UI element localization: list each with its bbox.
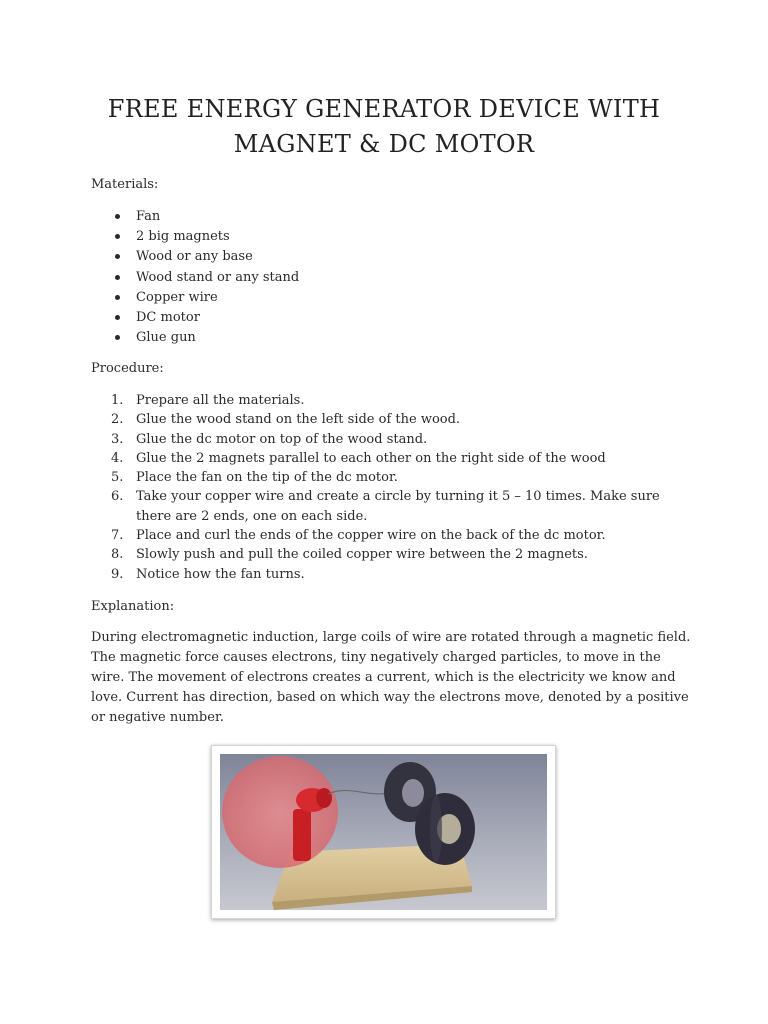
list-item	[91, 487, 691, 526]
step-number: 4.	[111, 450, 124, 466]
step-number: 8.	[111, 547, 124, 563]
list-item	[91, 449, 691, 468]
list-item	[91, 288, 299, 308]
list-item	[91, 468, 691, 487]
material-text: 2 big magnets	[136, 229, 230, 245]
step-text: Glue the wood stand on the left side of the wood.	[136, 412, 461, 428]
bullet-icon	[115, 295, 120, 300]
step-text: Glue the dc motor on top of the wood stand.	[136, 431, 428, 447]
material-text: Fan	[136, 209, 161, 224]
procedure-heading: Procedure:	[91, 361, 164, 376]
procedure-list	[91, 391, 691, 584]
list-item	[91, 526, 691, 545]
bullet-icon	[115, 214, 120, 219]
explanation-paragraph: During electromagnetic induction, large coils of wire are rotated through a magnetic field. The magnetic force causes electrons, tiny negatively charged particles, to move in the wire. The movement of electrons creates a current, which is the electricity we know and love. Current has direction, based on which way the electrons move, denoted by a positive or negative number.	[91, 630, 691, 725]
wood-stand	[293, 809, 311, 861]
generator-illustration	[220, 754, 547, 910]
list-item	[91, 328, 299, 348]
materials-list	[91, 207, 299, 348]
step-number: 3.	[111, 431, 124, 447]
step-text: Slowly push and pull the coiled copper wire between the 2 magnets.	[136, 547, 588, 563]
step-text: Place the fan on the tip of the dc motor.	[136, 470, 398, 486]
material-text: Glue gun	[136, 330, 196, 346]
step-text: Glue the 2 magnets parallel to each other on the right side of the wood	[136, 450, 606, 466]
explanation-heading: Explanation:	[91, 599, 175, 614]
fan-blur	[222, 756, 338, 868]
step-text: Prepare all the materials.	[136, 393, 305, 408]
step-text: Notice how the fan turns.	[136, 566, 305, 582]
material-text: Wood stand or any stand	[136, 269, 300, 285]
bullet-icon	[115, 254, 120, 259]
step-number: 5.	[111, 470, 124, 486]
materials-heading: Materials:	[91, 177, 159, 192]
step-number: 6.	[111, 489, 124, 505]
list-item	[91, 268, 299, 288]
bullet-icon	[115, 275, 120, 280]
page-title-line-2: MAGNET & DC MOTOR	[233, 130, 535, 158]
page-title-line-1: FREE ENERGY GENERATOR DEVICE WITH	[107, 95, 661, 123]
bullet-icon	[115, 335, 120, 340]
material-text: Copper wire	[136, 289, 218, 305]
list-item	[91, 565, 691, 584]
bullet-icon	[115, 234, 120, 239]
list-item	[91, 308, 299, 328]
material-text: Wood or any base	[136, 249, 253, 265]
generator-photo	[211, 745, 556, 919]
step-number: 7.	[111, 528, 124, 544]
step-text: Place and curl the ends of the copper wire on the back of the dc motor.	[136, 528, 606, 544]
step-number: 2.	[111, 412, 124, 428]
dc-motor-back	[316, 788, 332, 808]
material-text: DC motor	[136, 309, 200, 325]
list-item	[91, 227, 299, 247]
list-item	[91, 430, 691, 449]
list-item	[91, 410, 691, 429]
list-item	[91, 391, 691, 410]
list-item	[91, 207, 299, 227]
step-text: Take your copper wire and create a circle by turning it 5 – 10 times. Make sure there are 2 ends, one on each side.	[136, 489, 660, 524]
magnet-front-side	[430, 795, 442, 863]
step-number: 1.	[111, 393, 124, 408]
list-item	[91, 247, 299, 267]
magnet-back-hole	[402, 779, 424, 807]
step-number: 9.	[111, 566, 124, 582]
bullet-icon	[115, 315, 120, 320]
list-item	[91, 545, 691, 564]
